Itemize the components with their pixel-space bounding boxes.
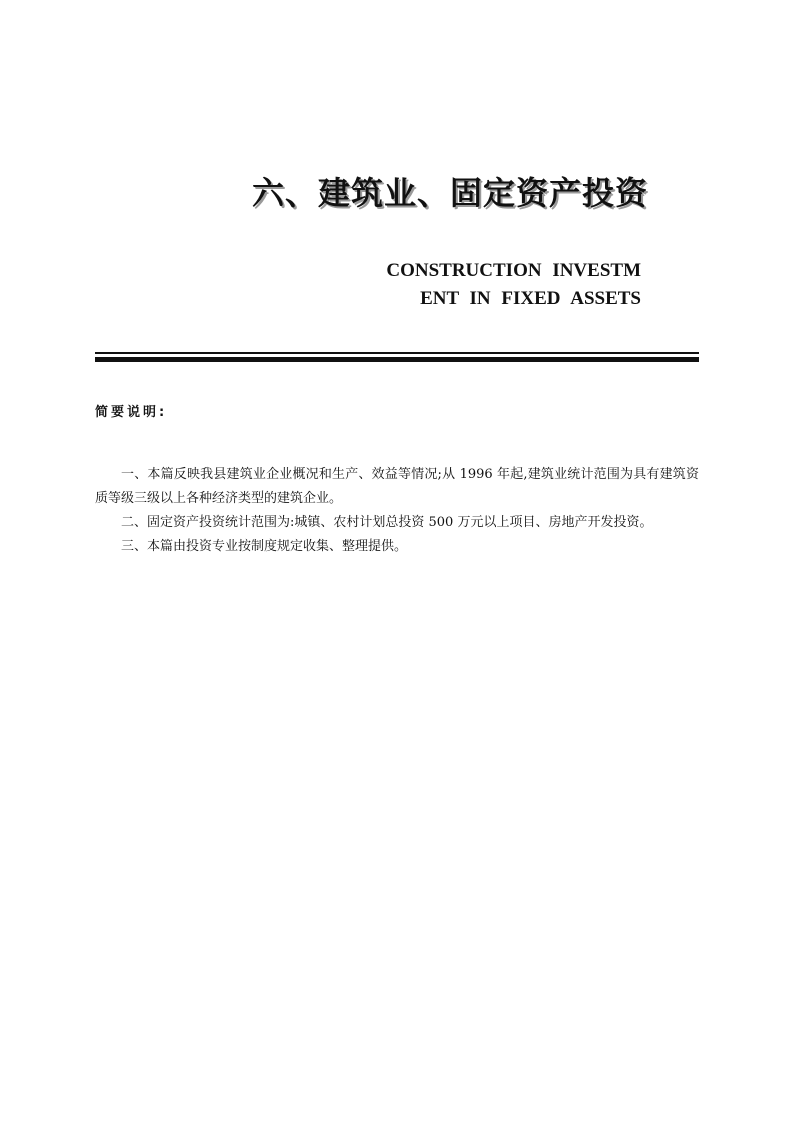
- chapter-title-english: [281, 257, 641, 313]
- title-divider-thick: [95, 357, 699, 362]
- chapter-title-english-line1: CONSTRUCTION INVESTM: [386, 260, 641, 281]
- summary-heading: 简要说明:: [95, 405, 168, 420]
- title-divider-thin: [95, 352, 699, 354]
- summary-body: [95, 463, 699, 559]
- summary-paragraph-2: 二、固定资产投资统计范围为:城镇、农村计划总投资 500 万元以上项目、房地产开发投资。: [121, 515, 653, 530]
- chapter-title-chinese: 六、建筑业、固定资产投资: [251, 174, 648, 212]
- chapter-title-english-line2: ENT IN FIXED ASSETS: [420, 288, 641, 309]
- summary-paragraph-3: 三、本篇由投资专业按制度规定收集、整理提供。: [121, 539, 408, 554]
- summary-paragraph-1: 一、本篇反映我县建筑业企业概况和生产、效益等情况;从 1996 年起,建筑业统计范围为具有建筑资质等级三级以上各种经济类型的建筑企业。: [95, 467, 699, 506]
